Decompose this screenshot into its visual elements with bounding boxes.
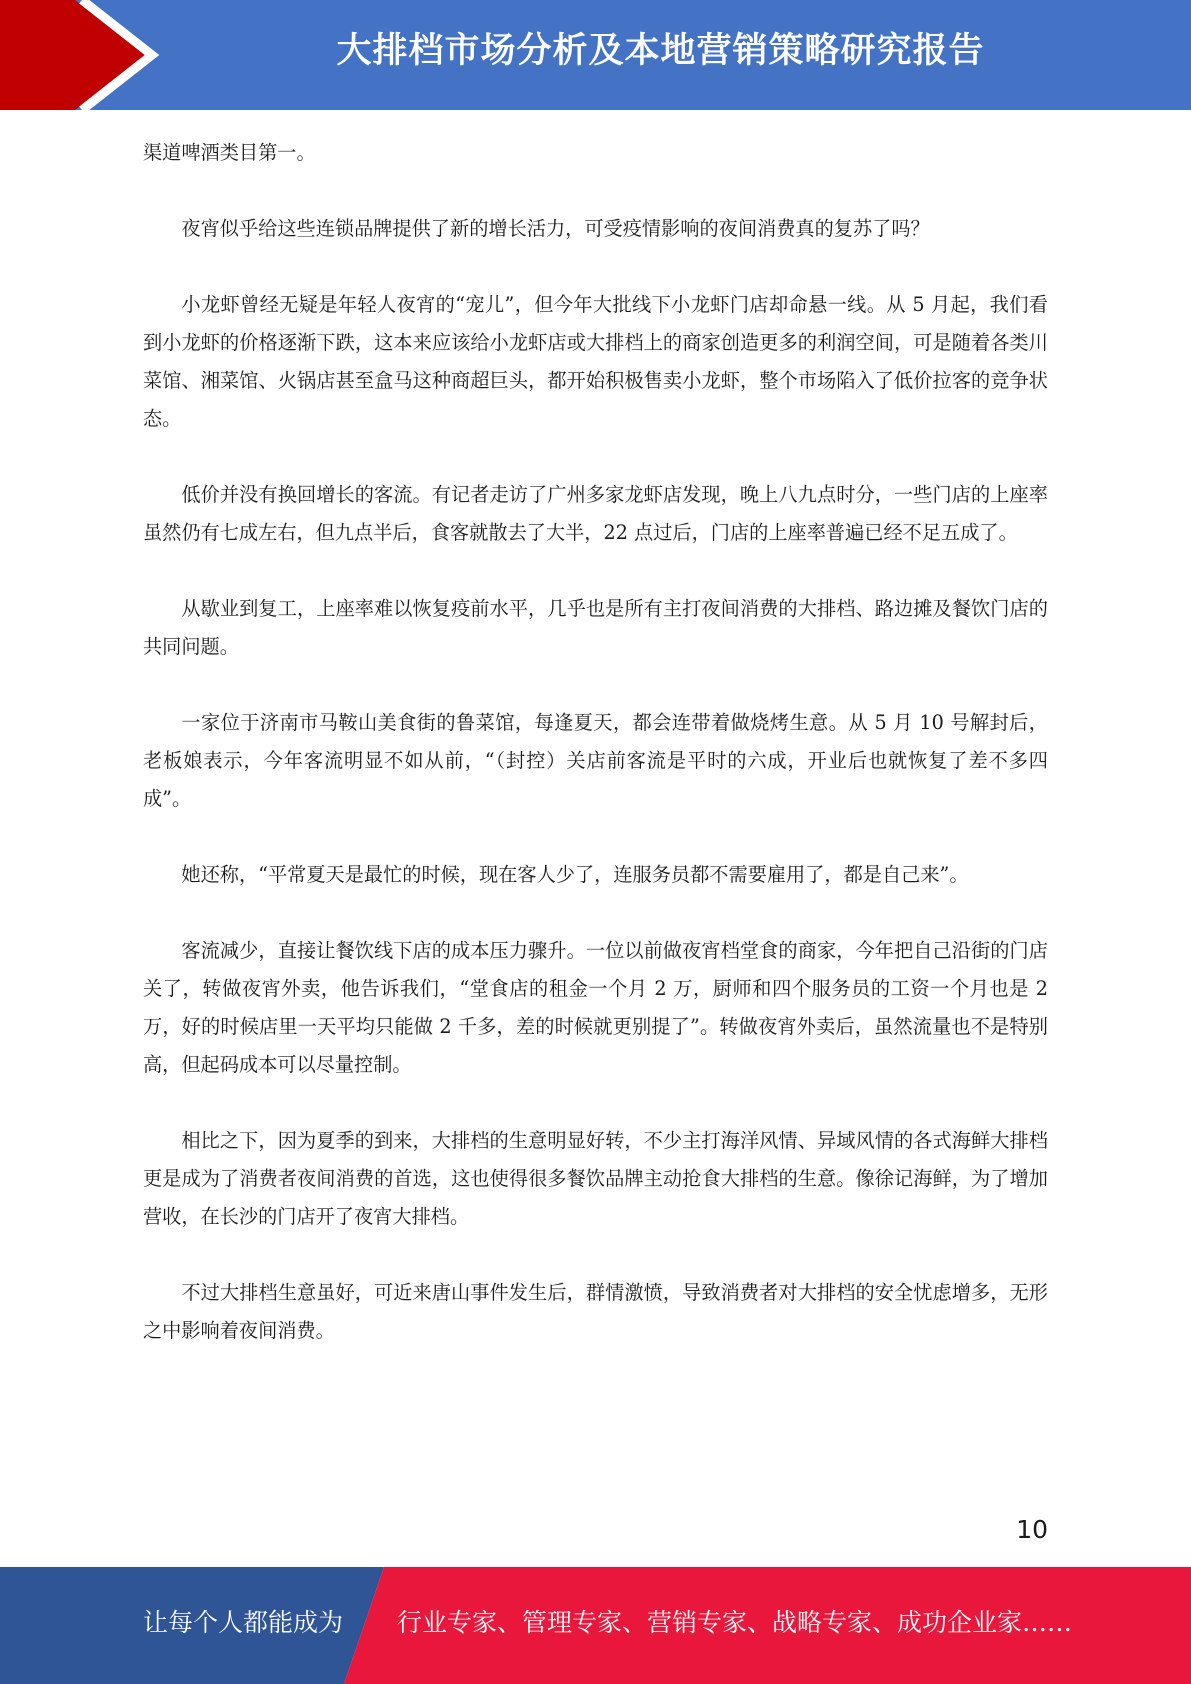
paragraph: 不过大排档生意虽好，可近来唐山事件发生后，群情激愤，导致消费者对大排档的安全忧虑增多，无形之中影响着夜间消费。: [143, 1281, 1048, 1342]
page-header: [0, 0, 1191, 110]
page-footer: [0, 1567, 1191, 1684]
paragraph: 低价并没有换回增长的客流。有记者走访了广州多家龙虾店发现，晚上八九点时分，一些门店的上座率虽然仍有七成左右，但九点半后，食客就散去了大半，22 点过后，门店的上座率普遍已经不足五成了。: [143, 483, 1048, 544]
paragraph: 她还称，“平常夏天是最忙的时候，现在客人少了，连服务员都不需要雇用了，都是自己来”。: [181, 863, 969, 886]
page-number: 10: [1016, 1515, 1048, 1544]
footer-slogan-roles: 行业专家、管理专家、营销专家、战略专家、成功企业家……: [397, 1608, 1073, 1637]
paragraph: 一家位于济南市马鞍山美食街的鲁菜馆，每逢夏天，都会连带着做烧烤生意。从 5 月 10 号解封后，老板娘表示，今年客流明显不如从前，“（封控）关店前客流是平时的六成，开业后也就恢复了差不多四成”。: [143, 711, 1048, 810]
report-title: 大排档市场分析及本地营销策略研究报告: [336, 31, 985, 71]
paragraph: 相比之下，因为夏季的到来，大排档的生意明显好转，不少主打海洋风情、异域风情的各式海鲜大排档更是成为了消费者夜间消费的首选，这也使得很多餐饮品牌主动抢食大排档的生意。像徐记海鲜，为了增加营收，在长沙的门店开了夜宵大排档。: [143, 1129, 1048, 1228]
paragraph: 从歇业到复工，上座率难以恢复疫前水平，几乎也是所有主打夜间消费的大排档、路边摊及餐饮门店的共同问题。: [143, 597, 1048, 658]
paragraph: 渠道啤酒类目第一。: [143, 141, 316, 164]
paragraph: 夜宵似乎给这些连锁品牌提供了新的增长活力，可受疫情影响的夜间消费真的复苏了吗？: [181, 217, 930, 240]
paragraph: 小龙虾曾经无疑是年轻人夜宵的“宠儿”，但今年大批线下小龙虾门店却命悬一线。从 5 月起，我们看到小龙虾的价格逐渐下跌，这本来应该给小龙虾店或大排档上的商家创造更多的利润空间，可是随着各类川菜馆、湘菜馆、火锅店甚至盒马这种商超巨头，都开始积极售卖小龙虾，整个市场陷入了低价拉客的竞争状态。: [143, 293, 1048, 430]
footer-slogan-lead: 让每个人都能成为: [143, 1608, 344, 1637]
article-body: [143, 134, 1048, 1388]
paragraph: 客流减少，直接让餐饮线下店的成本压力骤升。一位以前做夜宵档堂食的商家，今年把自己沿街的门店关了，转做夜宵外卖，他告诉我们，“堂食店的租金一个月 2 万，厨师和四个服务员的工资一个月也是 2 万，好的时候店里一天平均只能做 2 千多，差的时候就更别提了”。转做夜宵外卖后，虽然流量也不是特别高，但起码成本可以尽量控制。: [143, 939, 1048, 1076]
